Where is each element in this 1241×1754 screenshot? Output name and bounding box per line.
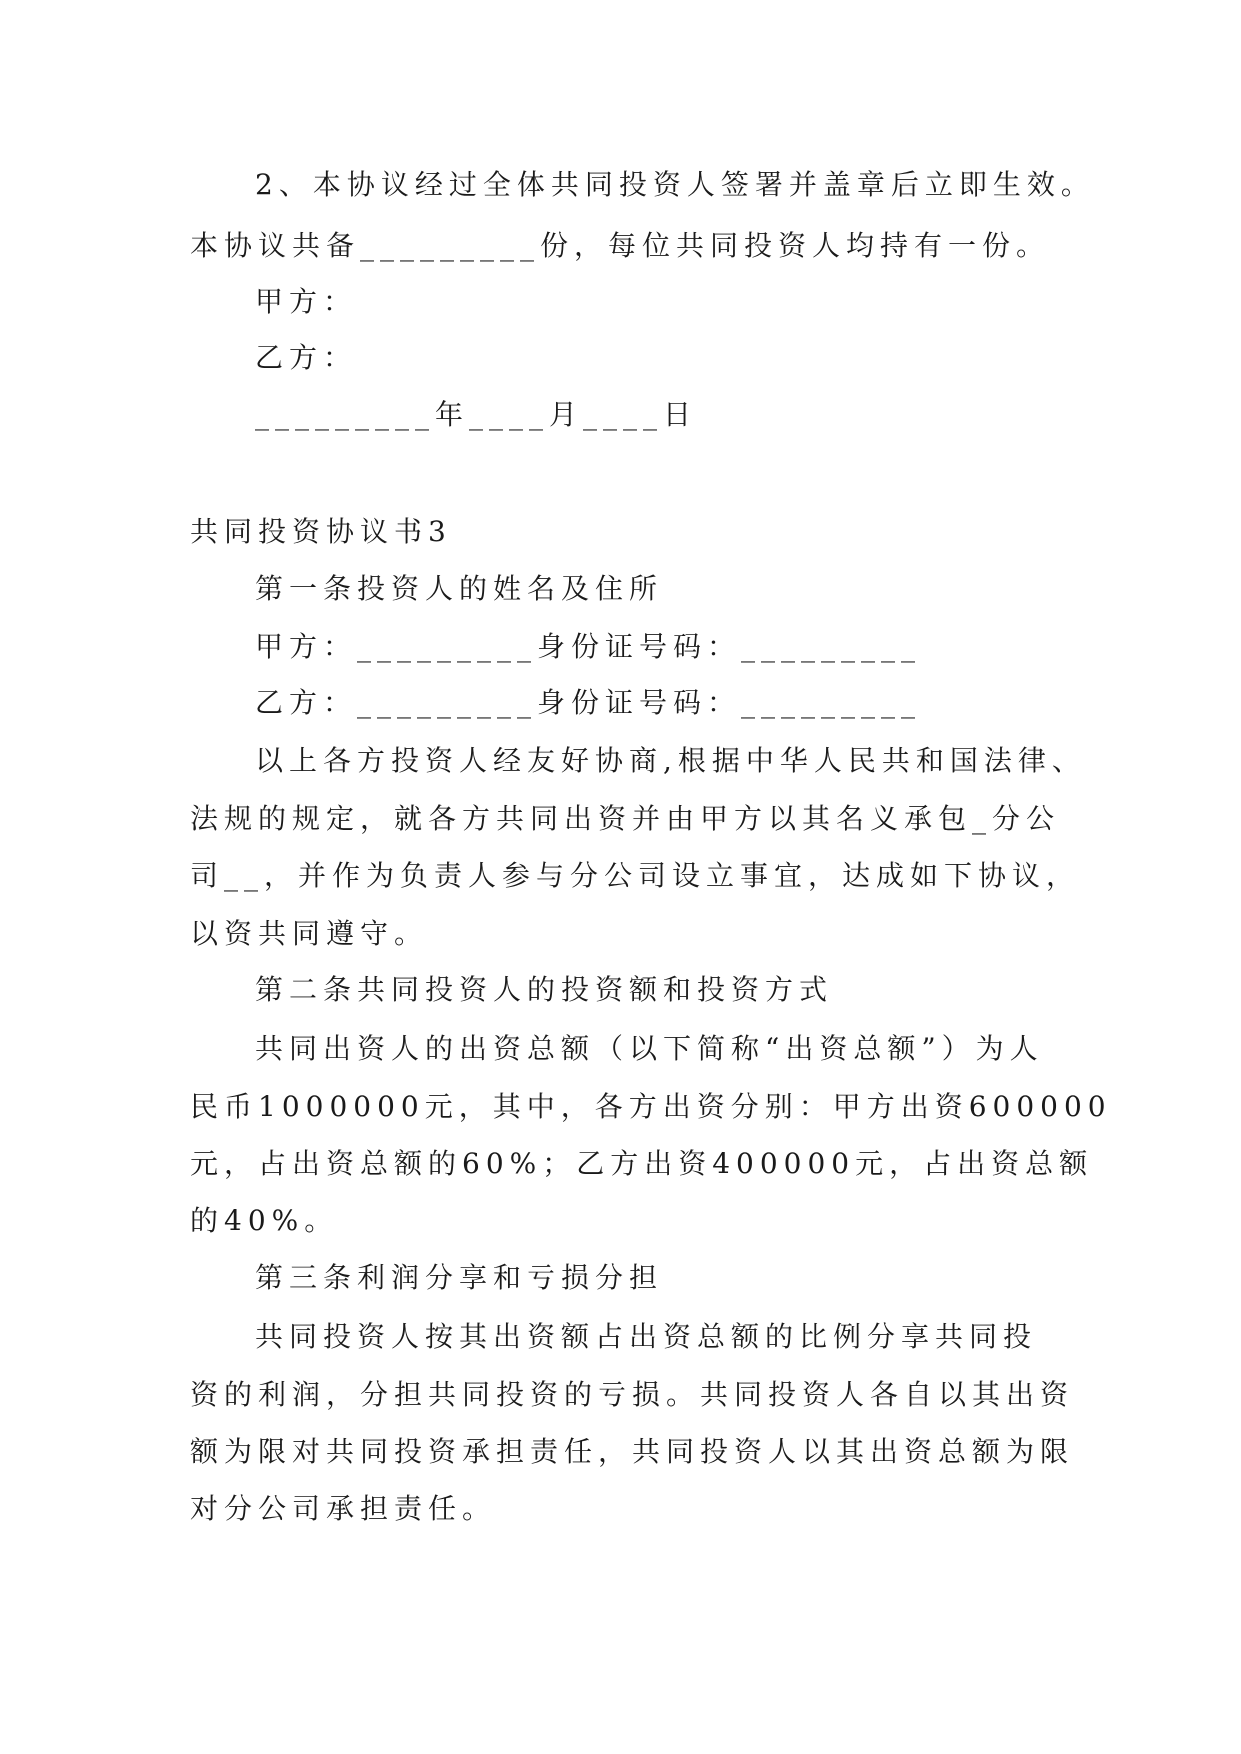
party-a-info-line: 甲方：_________身份证号码：_________ [255,630,922,663]
article-3-line-4: 对分公司承担责任。 [190,1492,497,1525]
article-3-line-1: 共同投资人按其出资额占出资总额的比例分享共同投 [255,1320,1038,1353]
party-b-info-line: 乙方：_________身份证号码：_________ [255,686,922,719]
article-2-line-4: 的40%。 [190,1204,339,1237]
article-1-heading: 第一条投资人的姓名及住所 [255,572,664,605]
section-title: 共同投资协议书3 [190,515,452,548]
paragraph-effectiveness-line-2: 本协议共备_________份，每位共同投资人均持有一份。 [190,229,1051,262]
article-2-line-2: 民币1000000元，其中，各方出资分别：甲方出资600000 [190,1090,1112,1123]
article-2-line-3: 元，占出资总额的60%；乙方出资400000元，占出资总额 [190,1147,1094,1180]
preamble-line-2: 法规的规定，就各方共同出资并由甲方以其名义承包_分公 [190,802,1061,835]
article-2-line-1: 共同出资人的出资总额（以下简称“出资总额”）为人 [255,1032,1044,1065]
article-2-heading: 第二条共同投资人的投资额和投资方式 [255,973,834,1006]
preamble-line-1: 以上各方投资人经友好协商,根据中华人民共和国法律、 [255,744,1086,777]
date-line: _________年____月____日 [255,398,698,431]
preamble-line-4: 以资共同遵守。 [190,917,429,950]
preamble-line-3: 司__，并作为负责人参与分公司设立事宜，达成如下协议， [190,859,1081,892]
article-3-line-3: 额为限对共同投资承担责任，共同投资人以其出资总额为限 [190,1435,1075,1468]
article-3-line-2: 资的利润，分担共同投资的亏损。共同投资人各自以其出资 [190,1378,1075,1411]
paragraph-effectiveness-line-1: 2、本协议经过全体共同投资人签署并盖章后立即生效。 [255,168,1095,201]
party-b-signature-line: 乙方： [255,341,358,374]
party-a-signature-line: 甲方： [255,285,358,318]
article-3-heading: 第三条利润分享和亏损分担 [255,1261,664,1294]
